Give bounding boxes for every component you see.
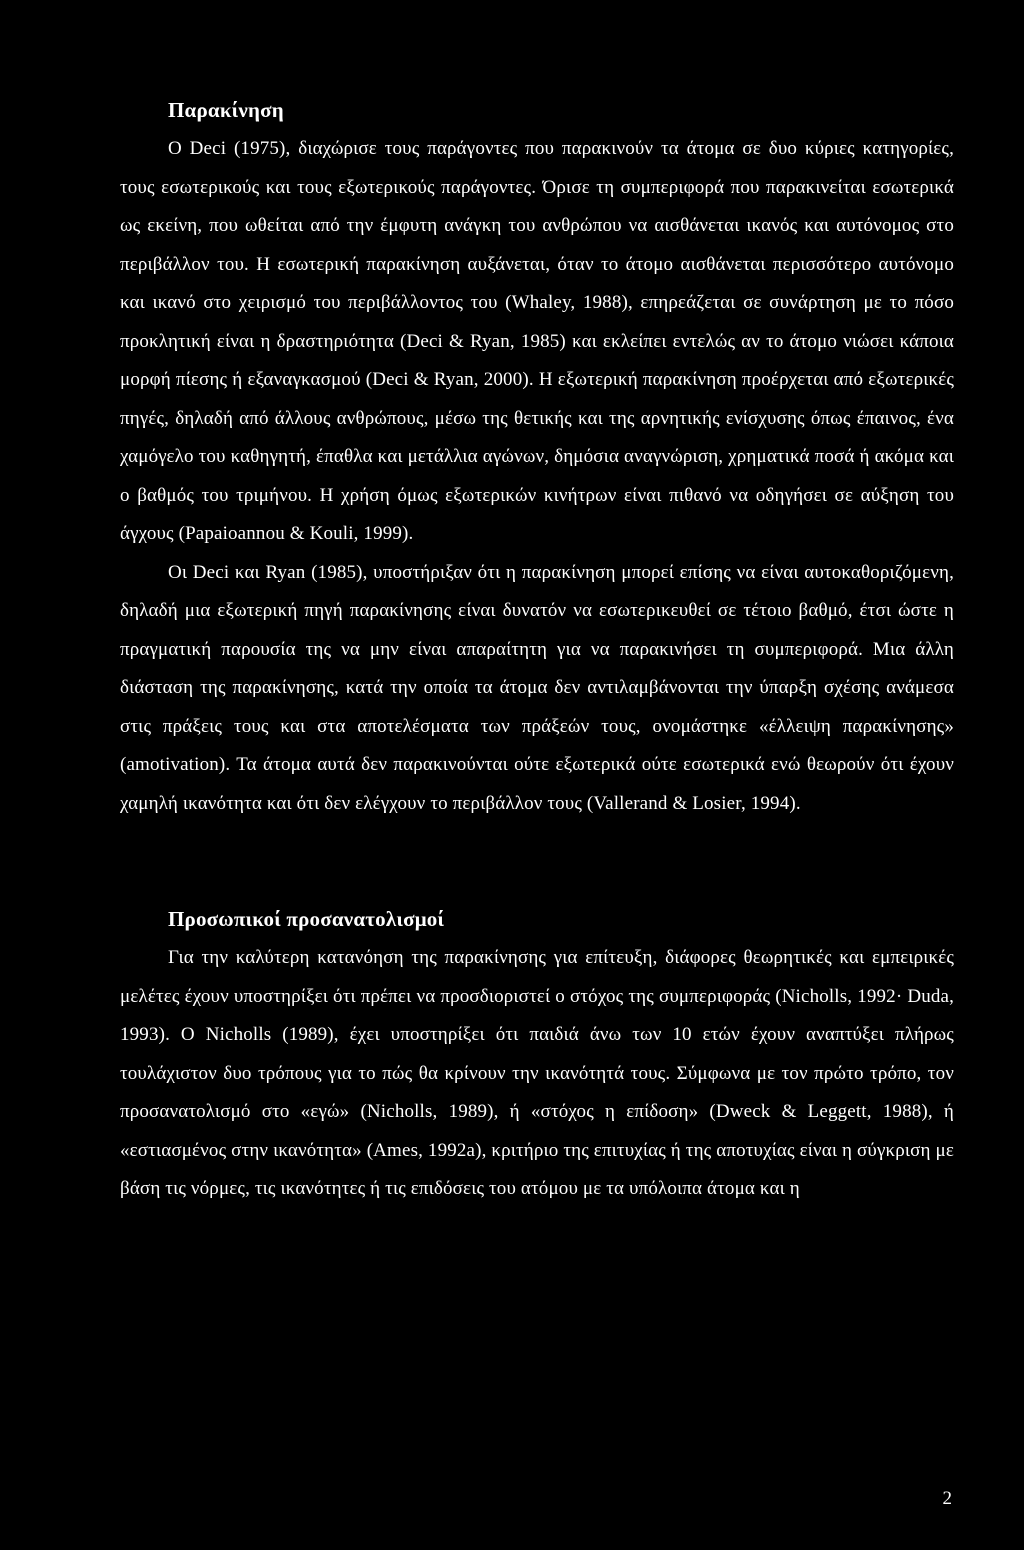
section-heading-motivation: Παρακίνηση [168,98,284,122]
document-page [120,90,954,1209]
paragraph-motivation-1: Ο Deci (1975), διαχώρισε τους παράγοντες που παρακινούν τα άτομα σε δυο κύριες κατηγορίες, τους εσωτερικούς και τους εξωτερικούς παράγοντες. Όρισε τη συμπεριφορά που παρακινείται εσωτερικά ως εκείνη, που ωθείται από την έμφυτη ανάγκη του ανθρώπου να αισθάνεται ικανός και αυτόνομος στο περιβάλλον του. Η εσωτερική παρακίνηση αυξάνεται, όταν το άτομο αισθάνεται περισσότερο αυτόνομο και ικανό στο χειρισμό του περιβάλλοντος του (Whaley, 1988), επηρεάζεται σε συνάρτηση με το πόσο προκλητική είναι η δραστηριότητα (Deci & Ryan, 1985) και εκλείπει εντελώς αν το άτομο νιώσει κάποια μορφή πίεσης ή εξαναγκασμού (Deci & Ryan, 2000). Η εξωτερική παρακίνηση προέρχεται από εξωτερικές πηγές, δηλαδή από άλλους ανθρώπους, μέσω της θετικής και της αρνητικής ενίσχυσης όπως έπαινος, ένα χαμόγελο του καθηγητή, έπαθλα και μετάλλια αγώνων, δημόσια αναγνώριση, χρηματικά ποσά ή ακόμα και ο βαθμός του τριμήνου. Η χρήση όμως εξωτερικών κινήτρων είναι πιθανό να οδηγήσει σε αύξηση του άγχους (Papaioannou & Kouli, 1999). [120,138,954,544]
paragraph-orientations-1: Για την καλύτερη κατανόηση της παρακίνησης για επίτευξη, διάφορες θεωρητικές και εμπειρικές μελέτες έχουν υποστηρίξει ότι πρέπει να προσδιοριστεί ο στόχος της συμπεριφοράς (Nicholls, 1992· Duda, 1993). Ο Nicholls (1989), έχει υποστηρίξει ότι παιδιά άνω των 10 ετών έχουν αναπτύξει πλήρως τουλάχιστον δυο τρόπους για το πώς θα κρίνουν την ικανότητά τους. Σύμφωνα με τον πρώτο τρόπο, τον προσανατολισμό στο «εγώ» (Nicholls, 1989), ή «στόχος η επίδοση» (Dweck & Leggett, 1988), ή «εστιασμένος στην ικανότητα» (Ames, 1992a), κριτήριο της επιτυχίας ή της αποτυχίας είναι η σύγκριση με βάση τις νόρμες, τις ικανότητες ή τις επιδόσεις του ατόμου με τα υπόλοιπα άτομα και η [120,947,954,1199]
paragraph-motivation-2: Οι Deci και Ryan (1985), υποστήριξαν ότι η παρακίνηση μπορεί επίσης να είναι αυτοκαθοριζόμενη, δηλαδή μια εξωτερική πηγή παρακίνησης είναι δυνατόν να εσωτερικευθεί σε τέτοιο βαθμό, έτσι ώστε η πραγματική παρουσία της να μην είναι απαραίτητη για να παρακινήσει τη συμπεριφορά. Μια άλλη διάσταση της παρακίνησης, κατά την οποία τα άτομα δεν αντιλαμβάνονται την ύπαρξη σχέσης ανάμεσα στις πράξεις τους και στα αποτελέσματα των πράξεών τους, ονομάστηκε «έλλειψη παρακίνησης» (amotivation). Τα άτομα αυτά δεν παρακινούνται ούτε εξωτερικά ούτε εσωτερικά ενώ θεωρούν ότι έχουν χαμηλή ικανότητα και ότι δεν ελέγχουν το περιβάλλον τους (Vallerand & Losier, 1994). [120,561,954,814]
section-heading-orientations: Προσωπικοί προσανατολισμοί [168,907,445,931]
section-spacer [120,823,954,899]
page-number: 2 [942,1488,952,1509]
